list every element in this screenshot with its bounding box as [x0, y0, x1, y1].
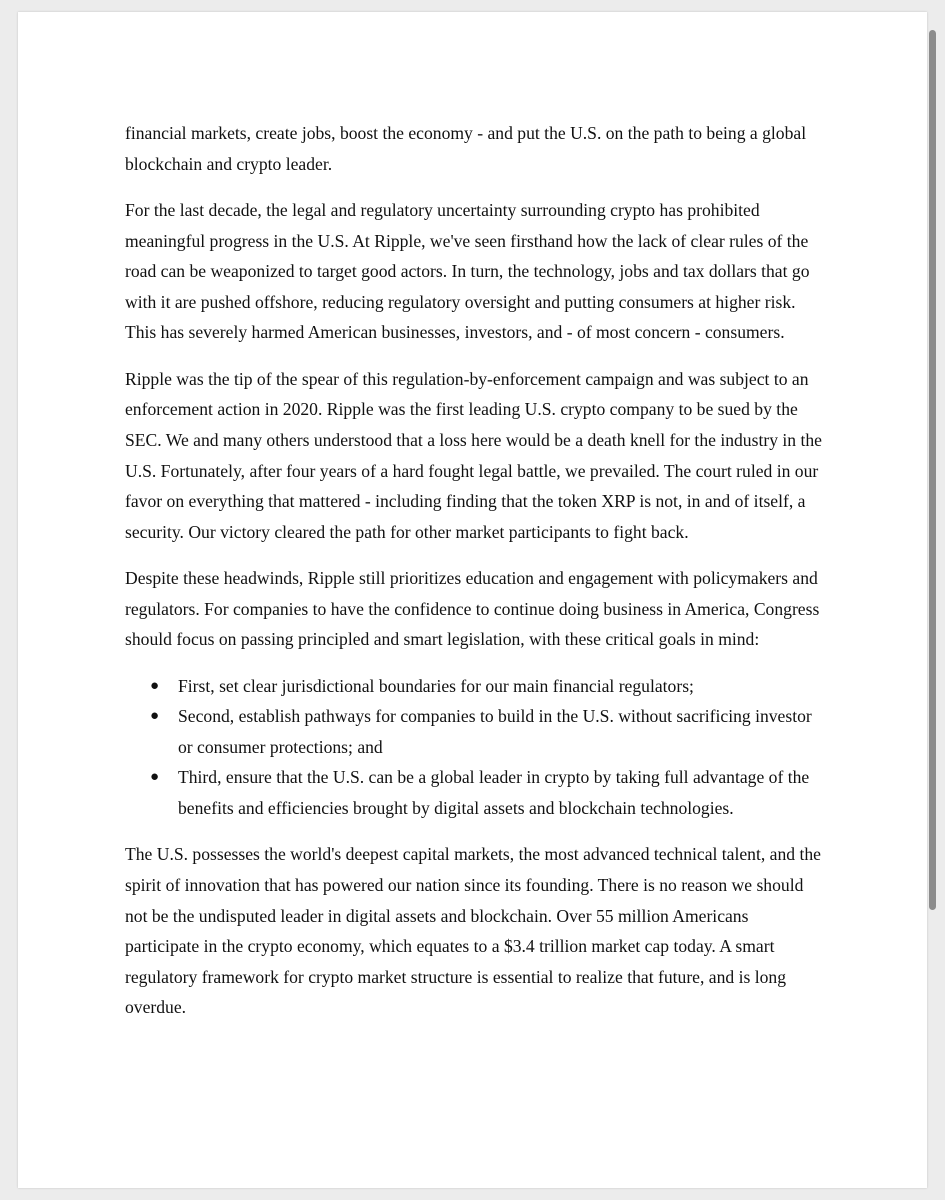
paragraph-1: financial markets, create jobs, boost the economy - and put the U.S. on the path to being a global blockchain and crypto leader. [125, 123, 807, 174]
goals-list [125, 671, 825, 824]
bullet-icon: ● [150, 708, 160, 725]
list-item [125, 671, 825, 702]
paragraph-4: Despite these headwinds, Ripple still prioritizes education and engagement with policymakers and regulators. For companies to have the confidence to continue doing business in America, Congress should focus on passing principled and smart legislation, with these critical goals in mind: [125, 568, 820, 650]
list-item-text: First, set clear jurisdictional boundaries for our main financial regulators; [178, 675, 694, 696]
list-item [125, 762, 825, 823]
bullet-icon: ● [150, 677, 160, 694]
document-page [18, 12, 927, 1188]
paragraph-3: Ripple was the tip of the spear of this regulation-by-enforcement campaign and was subject to an enforcement action in 2020. Ripple was the first leading U.S. crypto company to be sued by the SEC. We and many others understood that a loss here would be a death knell for the industry in the U.S. Fortunately, after four years of a hard fought legal battle, we prevailed. The court ruled in our favor on everything that mattered - including finding that the token XRP is not, in and of itself, a security. Our victory cleared the path for other market participants to fight back. [125, 368, 822, 542]
list-item-text: Third, ensure that the U.S. can be a global leader in crypto by taking full advantage of the benefits and efficiencies brought by digital assets and blockchain technologies. [178, 767, 810, 819]
document-body [125, 118, 825, 1039]
paragraph-2: For the last decade, the legal and regulatory uncertainty surrounding crypto has prohibited meaningful progress in the U.S. At Ripple, we've seen firsthand how the lack of clear rules of the road can be weaponized to target good actors. In turn, the technology, jobs and tax dollars that go with it are pushed offshore, reducing regulatory oversight and putting consumers at higher risk. This has severely harmed American businesses, investors, and - of most concern - consumers. [125, 199, 810, 343]
vertical-scrollbar[interactable] [929, 30, 936, 910]
closing-paragraph: The U.S. possesses the world's deepest capital markets, the most advanced technical talent, and the spirit of innovation that has powered our nation since its founding. There is no reason we should not be the undisputed leader in digital assets and blockchain. Over 55 million Americans participate in the crypto economy, which equates to a $3.4 trillion market cap today. A smart regulatory framework for crypto market structure is essential to realize that future, and is long overdue. [125, 844, 821, 1018]
list-item-text: Second, establish pathways for companies to build in the U.S. without sacrificing investor or consumer protections; and [178, 706, 812, 757]
list-item [125, 701, 825, 762]
bullet-icon: ● [150, 769, 160, 786]
